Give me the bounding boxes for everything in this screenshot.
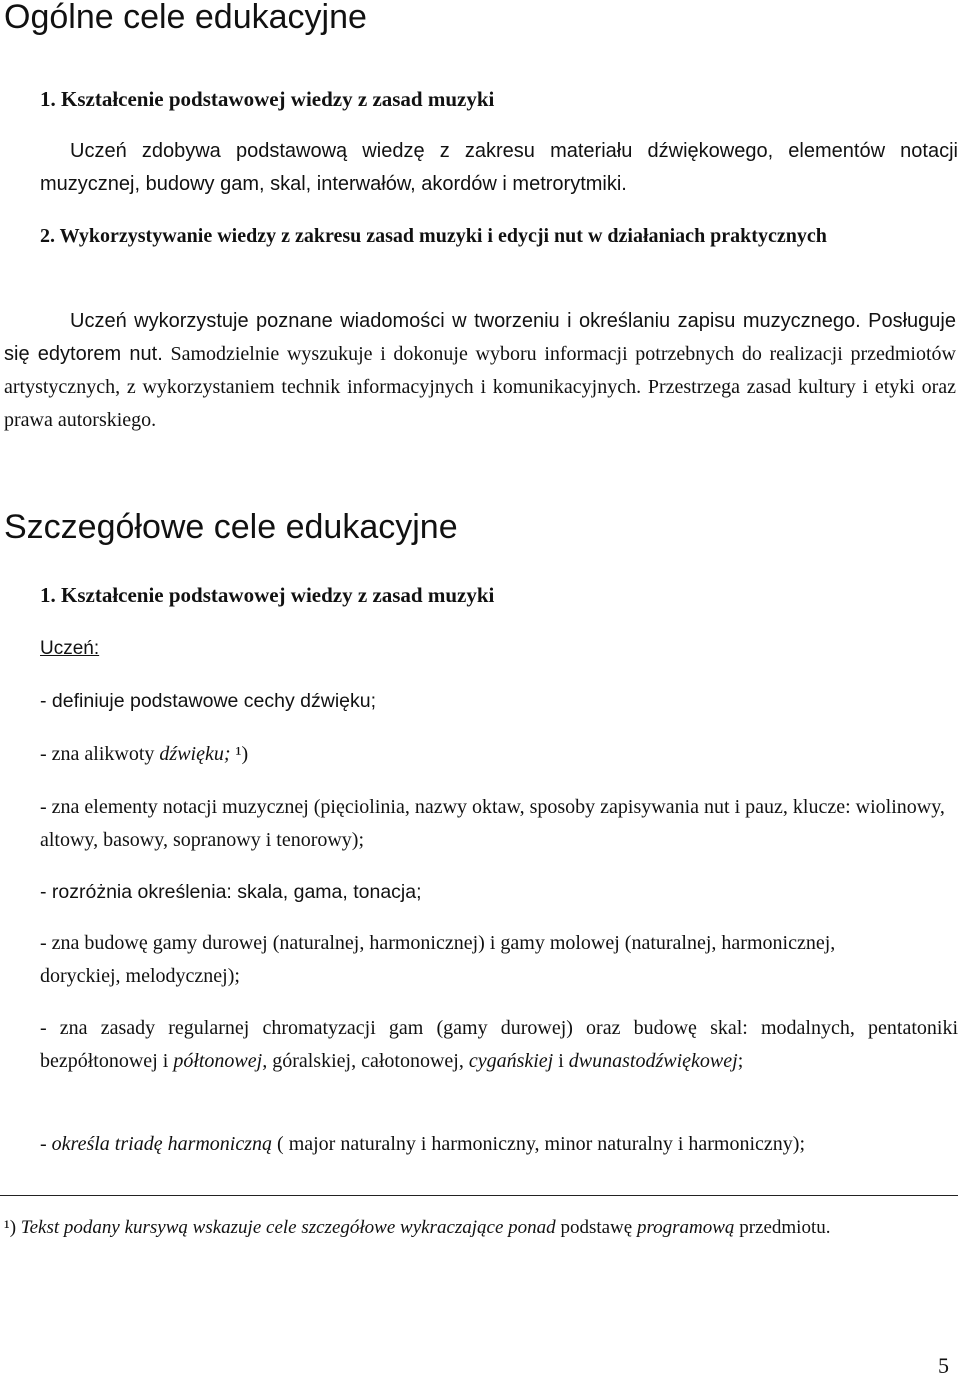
goal-item-2-footnote-ref: ¹) bbox=[230, 743, 249, 765]
general-section-1-text: Uczeń zdobywa podstawową wiedzę z zakresu materiału dźwiękowego, elementów notacji muzycznej, budowy gam, skal, interwałów, akordów i metrorytmiki. bbox=[40, 140, 958, 195]
page-title-general: Ogólne cele edukacyjne bbox=[4, 0, 367, 36]
specific-section-1-heading: 1. Kształcenie podstawowej wiedzy z zasad muzyki bbox=[40, 583, 495, 607]
footnote-plain: podstawę bbox=[555, 1217, 633, 1238]
footnote-italic: Tekst podany kursywą wskazuje cele szczegółowe wykraczające ponad bbox=[16, 1217, 556, 1238]
general-section-2-heading: 2. Wykorzystywanie wiedzy z zakresu zasad muzyki i edycji nut w działaniach praktycznych bbox=[40, 225, 827, 247]
student-label: Uczeń: bbox=[40, 638, 100, 659]
goal-item-1: - definiuje podstawowe cechy dźwięku; bbox=[40, 690, 377, 712]
page-number: 5 bbox=[938, 1353, 949, 1378]
goal-item-6-text-a: - zna zasady regularnej chromatyzacji gam (gamy durowej) oraz budowę skal: modalnych, pentatoniki bezpółtonowej i bbox=[40, 1017, 958, 1072]
goal-item-7-dash: - bbox=[40, 1133, 52, 1155]
footnote-italic-2: programową bbox=[632, 1217, 735, 1238]
goal-item-2-text: - zna alikwoty bbox=[40, 743, 160, 765]
goal-item-3: - zna elementy notacji muzycznej (pięciolinia, nazwy oktaw, sposoby zapisywania nut i pauz, klucze: wiolinowy, altowy, basowy, sopranowy i tenorowy); bbox=[40, 796, 945, 851]
goal-item-6-text-b: góralskiej, całotonowej, bbox=[267, 1050, 469, 1072]
goal-item-6-text-c: i bbox=[553, 1050, 569, 1072]
footnote bbox=[4, 1213, 904, 1243]
goal-item-7-text: ( major naturalny i harmoniczny, minor naturalny i harmoniczny); bbox=[272, 1133, 806, 1155]
footnote-tail: przedmiotu. bbox=[734, 1217, 831, 1238]
goal-item-7-italic: określa triadę harmoniczną bbox=[51, 1133, 273, 1155]
goal-item-6-italic-3: dwunastodźwiękowej bbox=[568, 1050, 738, 1072]
footnote-mark: ¹) bbox=[4, 1217, 17, 1238]
general-section-2-text-b: Samodzielnie wyszukuje i dokonuje wyboru informacji potrzebnych do realizacji przedmiotów artystycznych, z wykorzystaniem technik informacyjnych i komunikacyjnych. Przestrzega zasad kultury i etyki oraz prawa autorskiego. bbox=[4, 343, 956, 431]
general-section-2-text-a: Uczeń wykorzystuje poznane wiadomości w tworzeniu i określaniu zapisu muzycznego. Posługuje się edytorem nut. bbox=[4, 310, 956, 365]
goal-item-6-italic-2: cygańskiej bbox=[468, 1050, 554, 1072]
general-section-1-heading: 1. Kształcenie podstawowej wiedzy z zasad muzyki bbox=[40, 87, 495, 111]
goal-item-2 bbox=[40, 738, 248, 771]
goal-item-4: - rozróżnia określenia: skala, gama, tonacja; bbox=[40, 881, 422, 903]
goal-item-6-text-d: ; bbox=[737, 1050, 744, 1072]
page-title-specific: Szczegółowe cele edukacyjne bbox=[4, 508, 458, 546]
footnote-divider bbox=[0, 1195, 958, 1196]
goal-item-7 bbox=[40, 1128, 840, 1161]
general-section-2-text bbox=[4, 305, 956, 437]
goal-item-6-italic-1: półtonowej, bbox=[173, 1050, 268, 1072]
goal-item-5: - zna budowę gamy durowej (naturalnej, harmonicznej) i gamy molowej (naturalnej, harmonicznej, doryckiej, melodycznej); bbox=[40, 932, 836, 987]
goal-item-2-italic: dźwięku; bbox=[159, 743, 231, 765]
goal-item-6 bbox=[40, 1012, 958, 1078]
